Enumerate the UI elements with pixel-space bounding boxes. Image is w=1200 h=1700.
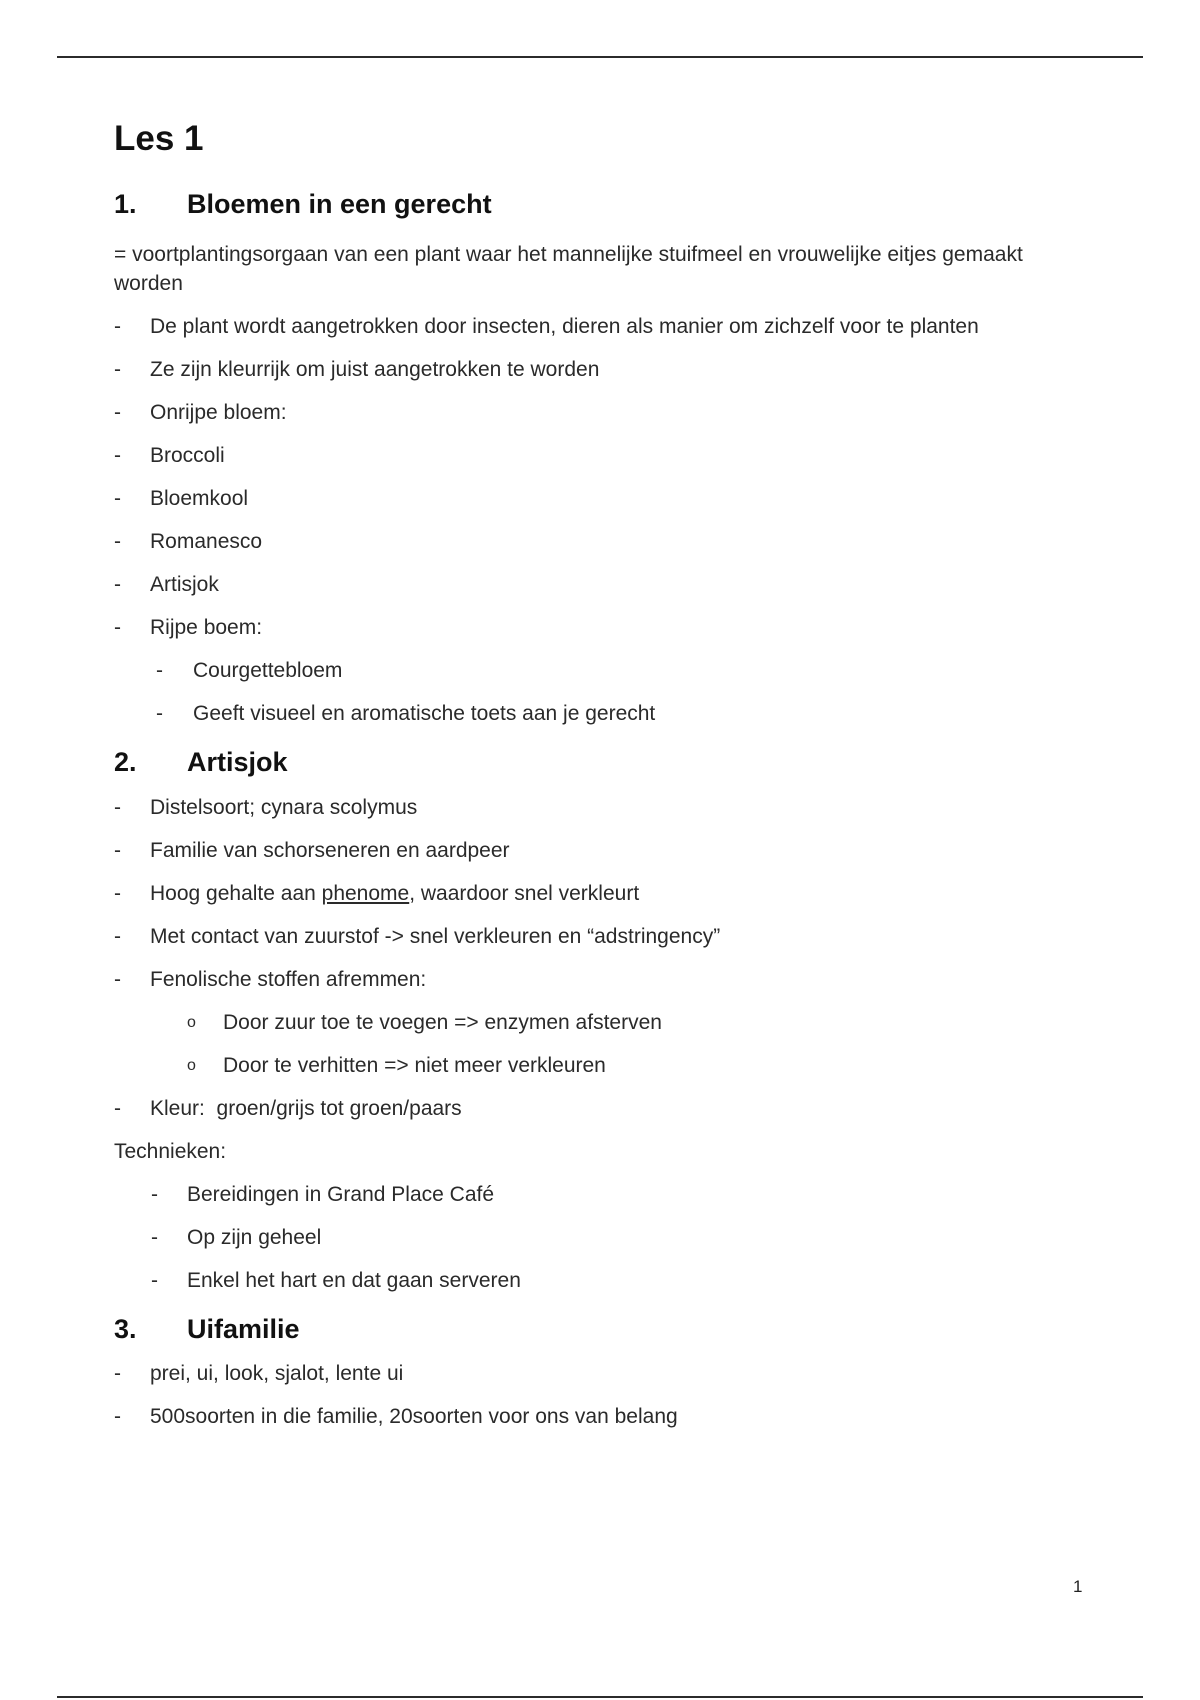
circle-bullet-icon: o <box>187 1056 196 1074</box>
circle-bullet-icon: o <box>187 1013 196 1031</box>
list-item <box>114 441 1094 470</box>
techniques-list <box>114 1180 1094 1295</box>
list-item-text: 500soorten in die familie, 20soorten voor ons van belang <box>150 1405 678 1429</box>
section-2-color-list <box>114 1094 1094 1123</box>
list-item <box>114 836 1094 865</box>
technique-item <box>114 1266 1094 1295</box>
section-2 <box>114 746 1094 1294</box>
dash-bullet: - <box>151 1268 158 1292</box>
page-number: 1 <box>1073 1577 1083 1596</box>
list-item-text: Onrijpe bloem: <box>150 401 287 425</box>
list-item <box>114 398 1094 427</box>
list-item <box>114 613 1094 642</box>
dash-bullet: - <box>114 315 121 339</box>
techniques-label: Technieken: <box>114 1139 227 1163</box>
circle-list-item-text: Door te verhitten => niet meer verkleuren <box>223 1053 606 1077</box>
section-2-heading <box>114 746 1094 778</box>
document-body <box>114 118 1094 1431</box>
dash-bullet: - <box>114 358 121 382</box>
dash-bullet: - <box>156 702 163 726</box>
dash-bullet: - <box>114 573 121 597</box>
sublist-item-text: Geeft visueel en aromatische toets aan je gerecht <box>193 702 656 726</box>
dash-bullet: - <box>114 795 121 819</box>
section-2-title: Artisjok <box>187 747 288 778</box>
dash-bullet: - <box>114 924 121 948</box>
section-1-heading <box>114 188 1094 220</box>
technique-item-text: Bereidingen in Grand Place Café <box>187 1182 495 1206</box>
technique-item-text: Op zijn geheel <box>187 1225 322 1249</box>
dash-bullet: - <box>156 659 163 683</box>
list-item <box>114 922 1094 951</box>
footer-rule <box>57 1696 1143 1698</box>
dash-bullet: - <box>114 616 121 640</box>
list-item-text: Artisjok <box>150 573 219 597</box>
list-item <box>114 793 1094 822</box>
dash-bullet: - <box>151 1225 158 1249</box>
dash-bullet: - <box>114 1096 121 1120</box>
list-item-text: Fenolische stoffen afremmen: <box>150 967 427 991</box>
section-1 <box>114 188 1094 728</box>
technique-item <box>114 1223 1094 1252</box>
document-title: Les 1 <box>114 119 204 158</box>
list-item-text: Broccoli <box>150 444 225 468</box>
list-item <box>114 965 1094 994</box>
technique-item-text: Enkel het hart en dat gaan serveren <box>187 1268 521 1292</box>
circle-list-item <box>114 1008 1094 1037</box>
dash-bullet: - <box>114 530 121 554</box>
section-1-number: 1. <box>114 189 137 219</box>
section-2-circle-list <box>114 1008 1094 1080</box>
section-3-number: 3. <box>114 1313 137 1344</box>
section-3 <box>114 1313 1094 1431</box>
section-2-number: 2. <box>114 747 137 778</box>
list-item-text: prei, ui, look, sjalot, lente ui <box>150 1362 404 1386</box>
sublist-item <box>114 656 1094 685</box>
sublist-item-text: Courgettebloem <box>193 659 343 683</box>
list-item <box>114 1094 1094 1123</box>
section-2-list <box>114 793 1094 994</box>
list-item-text: Met contact van zuurstof -> snel verkleuren en “adstringency” <box>150 924 721 948</box>
underlined-term: phenome <box>321 881 410 905</box>
dash-bullet: - <box>114 1405 121 1429</box>
sublist-item <box>114 699 1094 728</box>
section-3-list <box>114 1359 1094 1431</box>
section-1-title: Bloemen in een gerecht <box>187 189 492 219</box>
list-item <box>114 312 1094 341</box>
dash-bullet: - <box>114 487 121 511</box>
list-item-text: Hoog gehalte aan <box>150 881 322 905</box>
list-item-text: De plant wordt aangetrokken door insecten, dieren als manier om zichzelf voor te planten <box>150 315 979 339</box>
header-rule <box>57 56 1143 58</box>
list-item-text: Romanesco <box>150 530 263 554</box>
dash-bullet: - <box>151 1182 158 1206</box>
list-item-text: Familie van schorseneren en aardpeer <box>150 838 510 862</box>
list-item <box>114 1402 1094 1431</box>
list-item <box>114 527 1094 556</box>
section-1-sublist <box>114 656 1094 728</box>
circle-list-item-text: Door zuur toe te voegen => enzymen afsterven <box>223 1010 662 1034</box>
list-item <box>114 879 1094 908</box>
section-3-title: Uifamilie <box>187 1313 300 1344</box>
list-item <box>114 570 1094 599</box>
list-item-text: Rijpe boem: <box>150 616 263 640</box>
list-item-text: Bloemkool <box>150 487 249 511</box>
dash-bullet: - <box>114 401 121 425</box>
list-item <box>114 1359 1094 1388</box>
list-item-text: Ze zijn kleurrijk om juist aangetrokken te worden <box>150 358 600 382</box>
dash-bullet: - <box>114 838 121 862</box>
list-item <box>114 355 1094 384</box>
circle-list-item <box>114 1051 1094 1080</box>
list-item-text: , waardoor snel verkleurt <box>409 881 640 905</box>
section-3-heading <box>114 1313 1094 1345</box>
list-item <box>114 484 1094 513</box>
technique-item <box>114 1180 1094 1209</box>
dash-bullet: - <box>114 444 121 468</box>
list-item-text: Kleur: groen/grijs tot groen/paars <box>150 1096 462 1120</box>
dash-bullet: - <box>114 1362 121 1386</box>
definition-text: = voortplantingsorgaan van een plant waar het mannelijke stuifmeel en vrouwelijke eitjes gemaakt worden <box>114 243 1023 296</box>
dash-bullet: - <box>114 967 121 991</box>
section-1-list <box>114 312 1094 642</box>
dash-bullet: - <box>114 881 121 905</box>
list-item-text: Distelsoort; cynara scolymus <box>150 795 418 819</box>
